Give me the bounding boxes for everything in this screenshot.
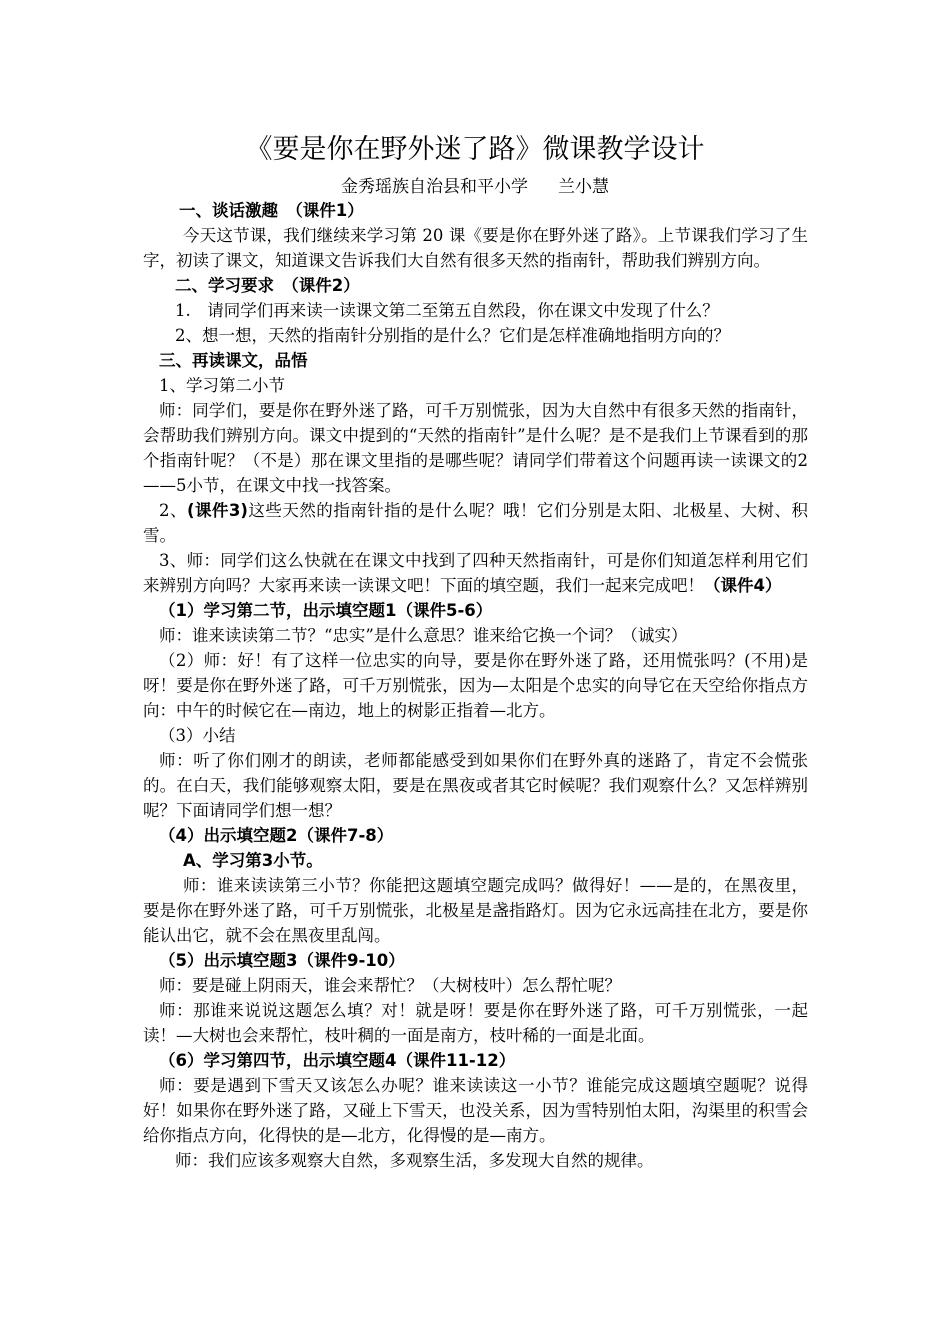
final-text: 师：我们应该多观察大自然，多观察生活，多发现大自然的规律。 [175,1151,654,1170]
author-school: 金秀瑶族自治县和平小学 [341,177,528,197]
requirement-1: 1. 请同学们再来读一读课文第二至第五自然段，你在课文中发现了什么？ [175,301,719,320]
item-6-heading: （6）学习第四节，出示填空题4（课件11-12） [159,1051,516,1070]
item-2-text: （2）师：好！有了这样一位忠实的向导，要是你在野外迷了路，还用慌张吗？(不用)是呀！要是你在野外迷了路，可千万别慌张，因为—太阳是个忠实的向导它在天空给你指点方向：中午的时候它在—南边，地上的树影正指着—北方。 [143,651,808,720]
item-a-text: 师：谁来读读第三小节？你能把这题填空题完成吗？做得好！——是的，在黑夜里，要是你在野外迷了路，可千万别慌张，北极星是盏指路灯。因为它永远高挂在北方，要是你能认出它，就不会在黑夜里乱闯。 [143,876,808,945]
author-line [0,175,950,199]
document-title: 《要是你在野外迷了路》微课教学设计 [245,134,705,165]
subsection-1-title: 1、学习第二小节 [159,376,285,395]
item-a-heading: A、学习第3小节。 [183,851,323,870]
subsection-2-text: 2、(课件3)这些天然的指南针指的是什么呢？哦！它们分别是太阳、北极星、大树、积雪。 [143,501,809,545]
item-5-text-2: 师：那谁来说说这题怎么填？对！就是呀！要是你在野外迷了路，可千万别慌张，一起读！—大树也会来帮忙，枝叶稠的一面是南方，枝叶稀的一面是北面。 [143,1001,808,1045]
item-6-text: 师：要是遇到下雪天又该怎么办呢？谁来读读这一小节？谁能完成这题填空题呢？说得好！如果你在野外迷了路，又碰上下雪天，也没关系，因为雪特别怕太阳，沟渠里的积雪会给你指点方向，化得快的是—北方，化得慢的是—南方。 [143,1076,808,1145]
subsection-3-text: 3、师：同学们这么快就在在课文中找到了四种天然指南针，可是你们知道怎样利用它们来辨别方向吗？大家再来读一读课文吧！下面的填空题，我们一起来完成吧！（课件4） [143,551,808,595]
item-4-heading: （4）出示填空题2（课件7-8） [159,826,394,845]
item-3-heading: （3）小结 [159,726,236,745]
paragraph-intro: 今天这节课，我们继续来学习第 20 课《要是你在野外迷了路》。上节课我们学习了生字，初读了课文，知道课文告诉我们大自然有很多天然的指南针，帮助我们辨别方向。 [143,226,808,270]
subsection-1-text: 师：同学们，要是你在野外迷了路，可千万别慌张，因为大自然中有很多天然的指南针，会帮助我们辨别方向。课文中提到的“天然的指南针”是什么呢？是不是我们上节课看到的那个指南针呢？（不是）那在课文里指的是哪些呢？请同学们带着这个问题再读一读课文的2——5小节，在课文中找一找答案。 [143,401,808,495]
item-5-heading: （5）出示填空题3（课件9-10） [159,951,405,970]
item-1-text: 师：谁来读读第二节？“忠实”是什么意思？谁来给它换一个词？（诚实） [159,626,688,645]
section-heading-2: 二、学习要求 （课件2） [175,276,360,295]
item-3-text: 师：听了你们刚才的朗读，老师都能感受到如果你们在野外真的迷路了，肯定不会慌张的。在白天，我们能够观察太阳，要是在黑夜或者其它时候呢？我们观察什么？又怎样辨别呢？下面请同学们想一想？ [143,751,808,820]
author-name: 兰小慧 [558,177,609,197]
section-heading-1: 一、谈话激趣 （课件1） [179,201,364,220]
item-1-heading: （1）学习第二节，出示填空题1（课件5-6） [159,601,493,620]
document-body [143,198,808,1173]
item-5-text-1: 师：要是碰上阴雨天，谁会来帮忙？（大树枝叶）怎么帮忙呢？ [159,976,621,995]
requirement-2: 2、想一想，天然的指南针分别指的是什么？它们是怎样准确地指明方向的？ [175,326,730,345]
section-heading-3: 三、再读课文，品悟 [159,351,308,370]
